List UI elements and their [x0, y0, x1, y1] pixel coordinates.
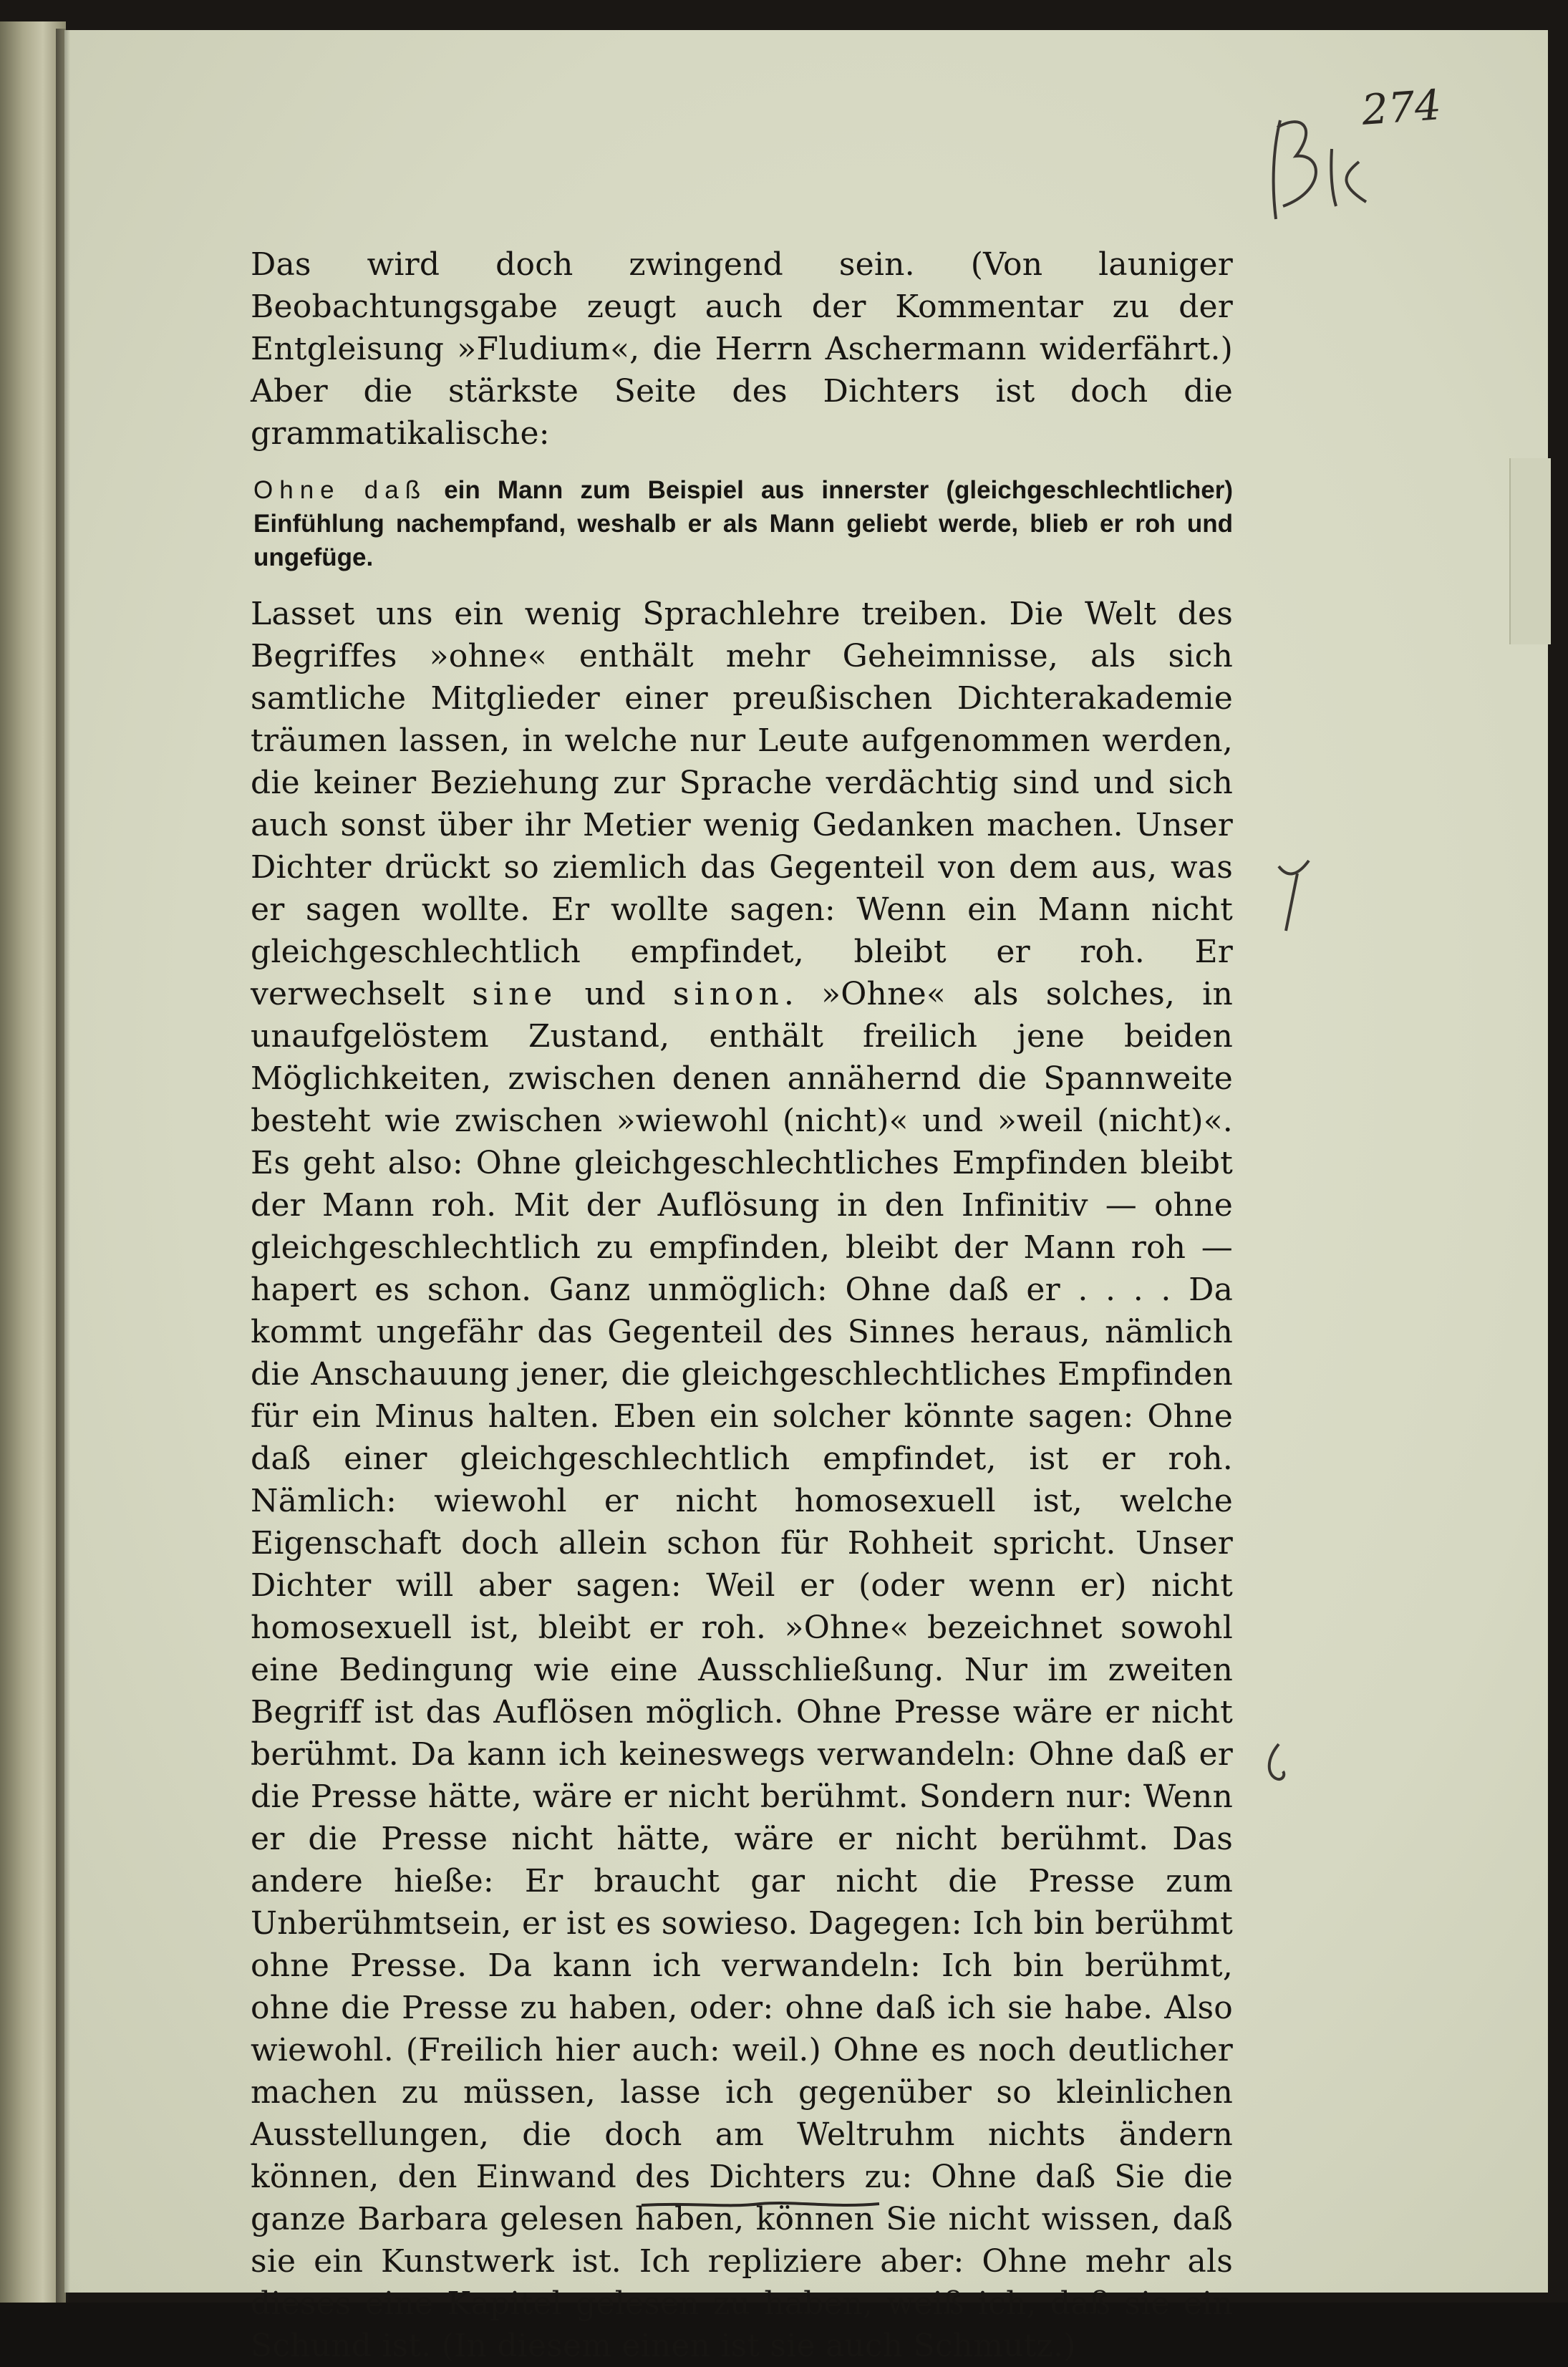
quote-text: ein Mann zum Beispiel aus innerster (gleichgeschlechtlicher) Einfühlung nachempfand, weshalb er als Mann geliebt werde, blieb er roh und ungefüge.: [253, 476, 1234, 571]
closing-rule: [639, 2199, 882, 2211]
page-edge-tab: [1509, 458, 1551, 644]
quote-lead: Ohne daß: [253, 476, 427, 504]
handwritten-annotation-signature: [1252, 106, 1380, 228]
term-sine: sine: [472, 976, 558, 1012]
main-text-after: . »Ohne« als solches, in unaufgelöstem Zustand, enthält freilich jene beiden Möglichkeiten, zwischen denen annähernd die Spannweite besteht wie zwischen »wiewohl (nicht)« und »weil (nicht)«. Es geht also: Ohne gleichgeschlechtliches Empfinden bleibt der Mann roh. Mit der Auflösung in den Infinitiv — ohne gleichgeschlechtlich zu empfinden, bleibt der Mann roh — hapert es schon. Ganz unmöglich: Ohne daß er . . . . Da kommt ungefähr das Gegenteil des Sinnes heraus, nämlich die Anschauung jener, die gleichgeschlechtliches Empfinden für ein Minus halten. Eben ein solcher könnte sagen: Ohne daß einer gleichgeschlechtlich empfindet, ist er roh. Nämlich: wiewohl er nicht homosexuell ist, welche Eigenschaft doch allein schon für Rohheit spricht. Unser Dichter will aber sagen: Weil er (oder wenn er) nicht homosexuell ist, bleibt er roh. »Ohne« bezeichnet sowohl eine Bedingung wie eine Ausschließung. Nur im zweiten Begriff ist das Auflösen möglich. Ohne Presse wäre er nicht berühmt. Da kann ich keineswegs verwandeln: Ohne daß er die Presse hätte, wäre er nicht berühmt. Sondern nur: Wenn er die Presse nicht hätte, wäre er nicht berühmt. Das andere hieße: Er braucht gar nicht die Presse zum Unberühmtsein, er ist es sowieso. Dagegen: Ich bin berühmt ohne Presse. Da kann ich verwandeln: Ich bin berühmt, ohne die Presse zu haben, oder: ohne daß ich sie habe. Also wiewohl. (Freilich hier auch: weil.) Ohne es noch deutlicher machen zu müssen, lasse ich gegenüber so kleinlichen Ausstellungen, die doch am Weltruhm nichts ändern können, den Einwand des Dichters zu: Ohne daß Sie die ganze Barbara gelesen haben, können Sie nicht wissen, daß sie ein Kunstwerk ist. Ich repliziere aber: Ohne mehr als dieses eine Kapitel gelesen zu haben, weiß ich, daß sie ein Schund ist. (In diesem einen ist sie auch Schmutz.): [251, 976, 1233, 2364]
main-text: [251, 243, 1233, 2367]
intro-paragraph: Das wird doch zwingend sein. (Von launiger Beobachtungsgabe zeugt auch der Kommentar zu der Entgleisung »Fludium«, die Herrn Aschermann widerfährt.) Aber die stärkste Seite des Dichters ist doch die grammatikalische:: [251, 246, 1233, 452]
main-paragraph: [251, 593, 1233, 2367]
term-sinon: sinon: [673, 976, 784, 1012]
block-quote: [253, 473, 1233, 574]
margin-correction-mark: [1273, 856, 1316, 935]
handwritten-folio-number: 274: [1360, 80, 1443, 135]
main-text-before: Lasset uns ein wenig Sprachlehre treiben. Die Welt des Begriffes »ohne« enthält mehr Geheimnisse, als sich samtliche Mitglieder einer preußischen Dichterakademie träumen lassen, in welche nur Leute aufgenommen werden, die keiner Beziehung zur Sprache verdächtig sind und sich auch sonst über ihr Metier wenig Gedanken machen. Unser Dichter drückt so ziemlich das Gegenteil von dem aus, was er sagen wollte. Er wollte sagen: Wenn ein Mann nicht gleichgeschlechtlich empfindet, bleibt er roh. Er verwechselt: [251, 596, 1233, 1012]
main-text-und: und: [557, 976, 674, 1012]
margin-correction-mark: [1262, 1741, 1290, 1784]
gutter-shadow: [56, 29, 70, 2303]
